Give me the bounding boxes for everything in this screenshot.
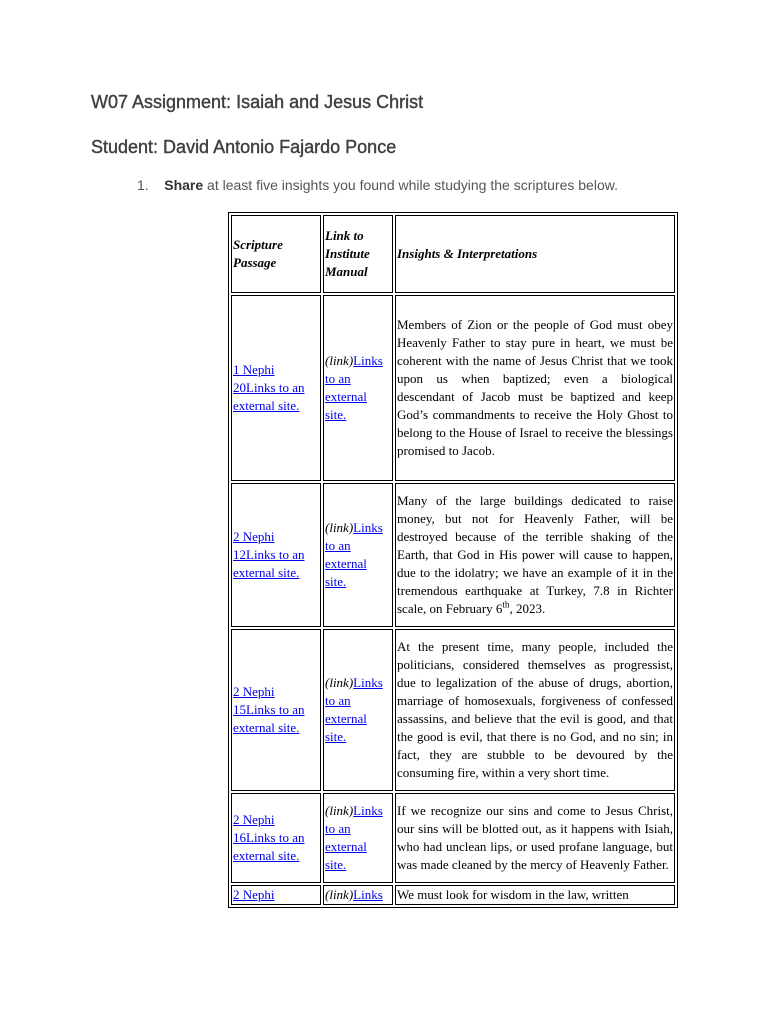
insight-cell: We must look for wisdom in the law, written xyxy=(395,885,675,905)
manual-cell: (link)Links to an external site. xyxy=(323,483,393,627)
insight-cell: At the present time, many people, included the politicians, considered themselves as progressist, due to legalization of the abuse of drugs, abortion, marriage of homosexuals, forgiveness of confessed assassins, and believe that the evil is good, and that the good is evil, that there is no God, and no sin; in fact, they are stubble to be devoured by the consuming fire, within a very short time. xyxy=(395,629,675,791)
manual-link[interactable]: Links to an external site. xyxy=(325,803,383,872)
insight-cell: Members of Zion or the people of God must obey Heavenly Father to stay pure in heart, we must be coherent with the name of Jesus Christ that we took upon us when baptized; even a biological descendant of Jacob must be baptized and keep God’s commandments to receive the Holy Ghost to belong to the House of Israel to receive the blessings promised to Jacob. xyxy=(395,295,675,481)
passage-cell xyxy=(231,885,321,905)
manual-link[interactable]: Links to an external site. xyxy=(325,353,383,422)
table-row xyxy=(231,629,675,791)
passage-cell xyxy=(231,295,321,481)
assignment-title: W07 Assignment: Isaiah and Jesus Christ xyxy=(91,92,424,112)
passage-link[interactable]: 2 Nephi 16Links to an external site. xyxy=(233,812,305,863)
manual-link[interactable]: Links xyxy=(353,887,383,902)
passage-link[interactable]: 2 Nephi xyxy=(233,887,275,902)
passage-link[interactable]: 1 Nephi 20Links to an external site. xyxy=(233,362,305,413)
manual-link[interactable]: Links to an external site. xyxy=(325,675,383,744)
insight-cell: If we recognize our sins and come to Jesus Christ, our sins will be blotted out, as it happens with Isiah, who had unclean lips, or used profane language, but was made cleaned by the mercy of Heavenly Father. xyxy=(395,793,675,883)
scripture-table xyxy=(228,212,678,908)
passage-cell xyxy=(231,793,321,883)
table-row xyxy=(231,295,675,481)
passage-link[interactable]: 2 Nephi 12Links to an external site. xyxy=(233,529,305,580)
question-1 xyxy=(137,177,618,193)
manual-cell: (link)Links xyxy=(323,885,393,905)
manual-cell: (link)Links to an external site. xyxy=(323,295,393,481)
header-insights: Insights & Interpretations xyxy=(395,215,675,293)
header-scripture-passage: Scripture Passage xyxy=(231,215,321,293)
manual-cell: (link)Links to an external site. xyxy=(323,629,393,791)
header-institute-manual: Link to Institute Manual xyxy=(323,215,393,293)
manual-link[interactable]: Links to an external site. xyxy=(325,520,383,589)
insight-cell: Many of the large buildings dedicated to raise money, but not for Heavenly Father, will be destroyed because of the terrible shaking of the Earth, that God in His power will cause to happen, due to the idolatry; we have an example of it in the tremendous earthquake at Turkey, 7.8 in Richter scale, on February 6th, 2023. xyxy=(395,483,675,627)
question-text: at least five insights you found while studying the scriptures below. xyxy=(203,177,618,193)
manual-cell: (link)Links to an external site. xyxy=(323,793,393,883)
table-row xyxy=(231,793,675,883)
passage-cell xyxy=(231,483,321,627)
table-row xyxy=(231,885,675,905)
table-row xyxy=(231,483,675,627)
student-name: Student: David Antonio Fajardo Ponce xyxy=(91,137,397,157)
passage-link[interactable]: 2 Nephi 15Links to an external site. xyxy=(233,684,305,735)
table-header-row xyxy=(231,215,675,293)
scripture-table-wrapper xyxy=(228,212,680,922)
question-bold-word: Share xyxy=(164,177,204,193)
passage-cell xyxy=(231,629,321,791)
question-number: 1. xyxy=(137,177,149,193)
